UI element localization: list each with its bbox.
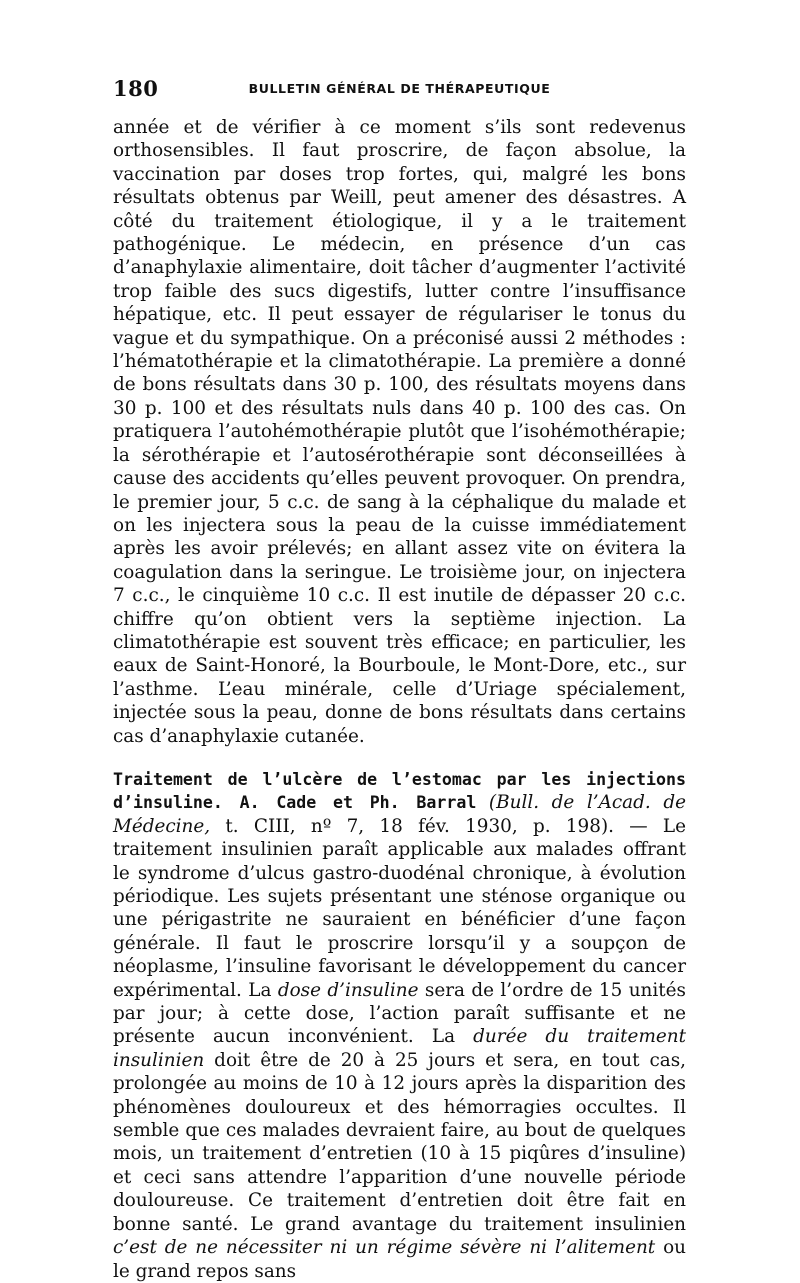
citation-details: t. CIII, nº 7, 18 fév. 1930, p. 198). — (210, 815, 663, 837)
body-text (113, 116, 686, 1283)
emphasis-avantage: c’est de ne nécessiter ni un régime sévère ni l’alitement (113, 1237, 656, 1259)
article-abstract (113, 768, 686, 1283)
abstract-text-4: ou le grand repos sans (113, 1237, 686, 1282)
page-number: 180 (113, 76, 159, 101)
abstract-text-3: doit être de 20 à 25 jours et sera, en tout cas, prolongée au moins de 10 à 12 jours après la disparition des phénomènes douloureux et des hémorragies occultes. Il semble que ces malades devraient faire, au bout de quelques mois, un traitement d’entretien (10 à 15 piqûres d’insuline) et ceci sans attendre l’apparition d’une nouvelle période douloureuse. Ce traitement d’entretien doit être fait en bonne santé. Le grand avantage du traitement insulinien (113, 1049, 686, 1235)
article-title: Traitement de l’ulcère de l’estomac par les injections d’insuline. A. Cade et Ph. Barral (113, 769, 686, 813)
page-header (113, 72, 686, 102)
emphasis-dose: dose d’insuline (277, 979, 419, 1001)
abstract-text-1: Le traitement insulinien paraît applicable aux malades offrant le syndrome d’ulcus gastro-duodénal chronique, à évolution périodique. Les sujets présentant une sténose organique ou une périgastrite ne sauraient en bénéficier d’une façon générale. Il faut le proscrire lorsqu’il y a soupçon de néoplasme, l’insuline favorisant le développement du cancer expérimental. La (113, 815, 686, 1001)
journal-source: (Bull. de l’Acad. de Médecine, (113, 792, 686, 837)
emphasis-duree: durée du traitement insulinien (113, 1026, 686, 1071)
abstract-text-2: sera de l’ordre de 15 unités par jour; à cette dose, l’action paraît suffisante et ne présente aucun inconvénient. La (113, 979, 686, 1048)
running-title: BULLETIN GÉNÉRAL DE THÉRAPEUTIQUE (248, 81, 551, 96)
paragraph-continued: année et de vérifier à ce moment s’ils sont redevenus orthosensibles. Il faut proscrire, de façon absolue, la vaccination par doses trop fortes, qui, malgré les bons résultats obtenus par Weill, peut amener des désastres. A côté du traitement étiologique, il y a le traitement pathogénique. Le médecin, en présence d’un cas d’anaphylaxie alimentaire, doit tâcher d’augmenter l’activité trop faible des sucs digestifs, lutter contre l’insuffisance hépatique, etc. Il peut essayer de régulariser le tonus du vague et du sympathique. On a préconisé aussi 2 méthodes : l’hématothérapie et la climatothérapie. La première a donné de bons résultats dans 30 p. 100, des résultats moyens dans 30 p. 100 et des résultats nuls dans 40 p. 100 des cas. On pratiquera l’autohémothérapie plutôt que l’isohémothérapie; la sérothérapie et l’autosérothérapie sont déconseillées à cause des accidents qu’elles peuvent provoquer. On prendra, le premier jour, 5 c.c. de sang à la céphalique du malade et on les injectera sous la peau de la cuisse immédiatement après les avoir prélevés; en allant assez vite on évitera la coagulation dans la seringue. Le troisième jour, on injectera 7 c.c., le cinquième 10 c.c. Il est inutile de dépasser 20 c.c. chiffre qu’on obtient vers la septième injection. La climatothérapie est souvent très efficace; en particulier, les eaux de Saint-Honoré, la Bourboule, le Mont-Dore, etc., sur l’asthme. L’eau minérale, celle d’Uriage spécialement, injectée sous la peau, donne de bons résultats dans certains cas d’anaphylaxie cutanée. (113, 117, 686, 747)
